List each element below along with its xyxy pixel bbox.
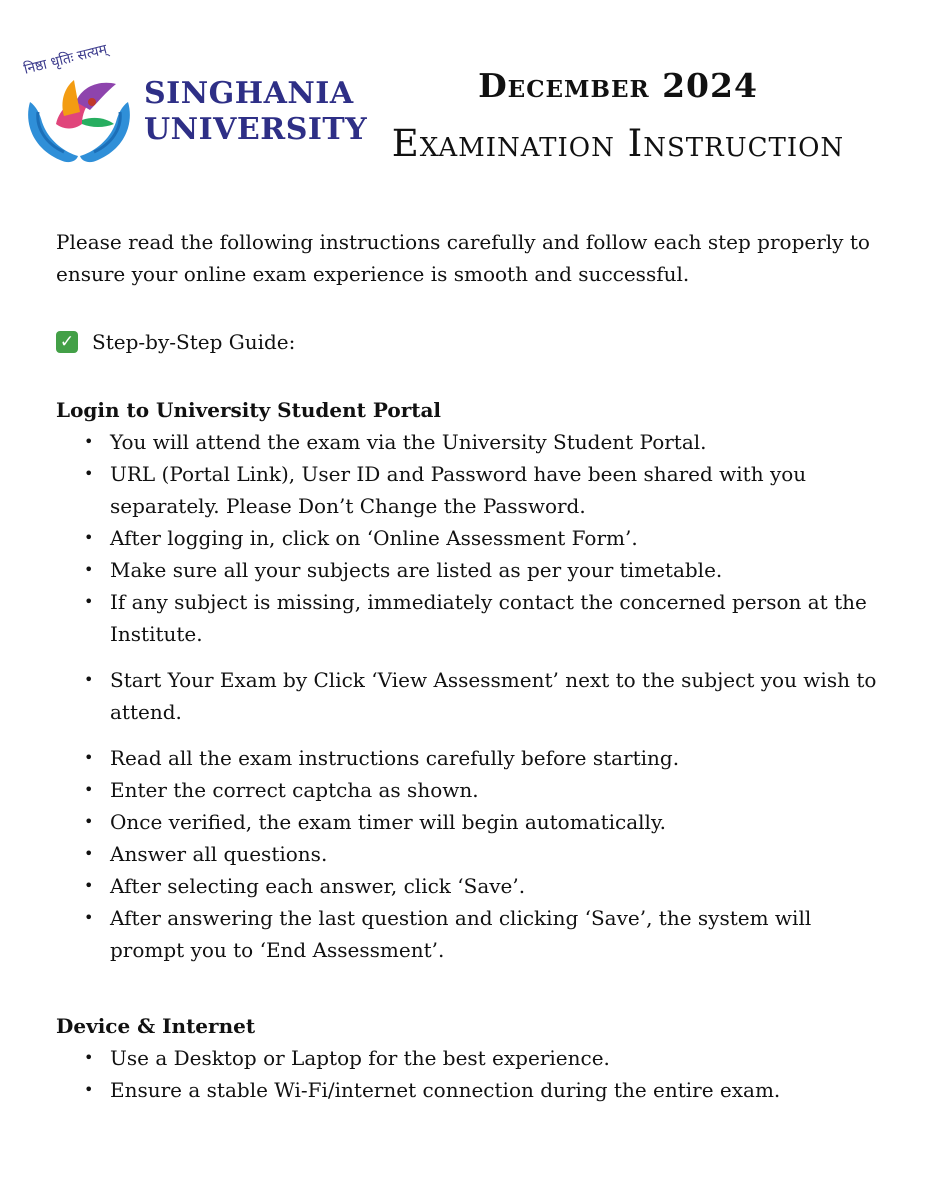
list-item: • Enter the correct captcha as shown. — [56, 774, 886, 806]
login-steps-list — [56, 426, 886, 966]
list-item: • Use a Desktop or Laptop for the best experience. — [56, 1042, 886, 1074]
intro-paragraph: Please read the following instructions carefully and follow each step properly to ensure your online exam experience is smooth and successful. — [56, 230, 870, 286]
section-heading-login: Login to University Student Portal — [56, 398, 442, 422]
title-line-2: Examination Instruction — [391, 122, 845, 165]
step-guide-text: Step-by-Step Guide: — [92, 330, 296, 354]
logo-line-1: SINGHANIA — [144, 76, 354, 111]
list-item: • URL (Portal Link), User ID and Password have been shared with you separately. Please Don’t Change the Password. — [56, 458, 886, 522]
document-header — [0, 0, 927, 200]
logo-wordmark — [144, 76, 367, 148]
title-line-1: December 2024 — [478, 66, 758, 105]
list-item: • If any subject is missing, immediately contact the concerned person at the Institute. — [56, 586, 886, 650]
device-steps-list — [56, 1042, 886, 1106]
list-item: • Once verified, the exam timer will begin automatically. — [56, 806, 886, 838]
logo-line-2: UNIVERSITY — [144, 112, 368, 147]
list-item: • After answering the last question and clicking ‘Save’, the system will prompt you to ‘End Assessment’. — [56, 902, 886, 966]
logo-motto: निष्ठा धृतिः सत्यम् — [22, 41, 109, 78]
university-logo-icon — [20, 62, 138, 170]
list-item: • After logging in, click on ‘Online Assessment Form’. — [56, 522, 886, 554]
section-heading-device: Device & Internet — [56, 1014, 256, 1038]
step-guide-label — [56, 326, 295, 358]
list-item: • You will attend the exam via the University Student Portal. — [56, 426, 886, 458]
list-item: • Start Your Exam by Click ‘View Assessment’ next to the subject you wish to attend. — [56, 664, 886, 728]
check-mark-icon: ✓ — [56, 331, 78, 353]
list-item: • Ensure a stable Wi-Fi/internet connection during the entire exam. — [56, 1074, 886, 1106]
list-item: • After selecting each answer, click ‘Save’. — [56, 870, 886, 902]
list-item: • Make sure all your subjects are listed as per your timetable. — [56, 554, 886, 586]
list-item: • Answer all questions. — [56, 838, 886, 870]
list-item: • Read all the exam instructions carefully before starting. — [56, 742, 886, 774]
